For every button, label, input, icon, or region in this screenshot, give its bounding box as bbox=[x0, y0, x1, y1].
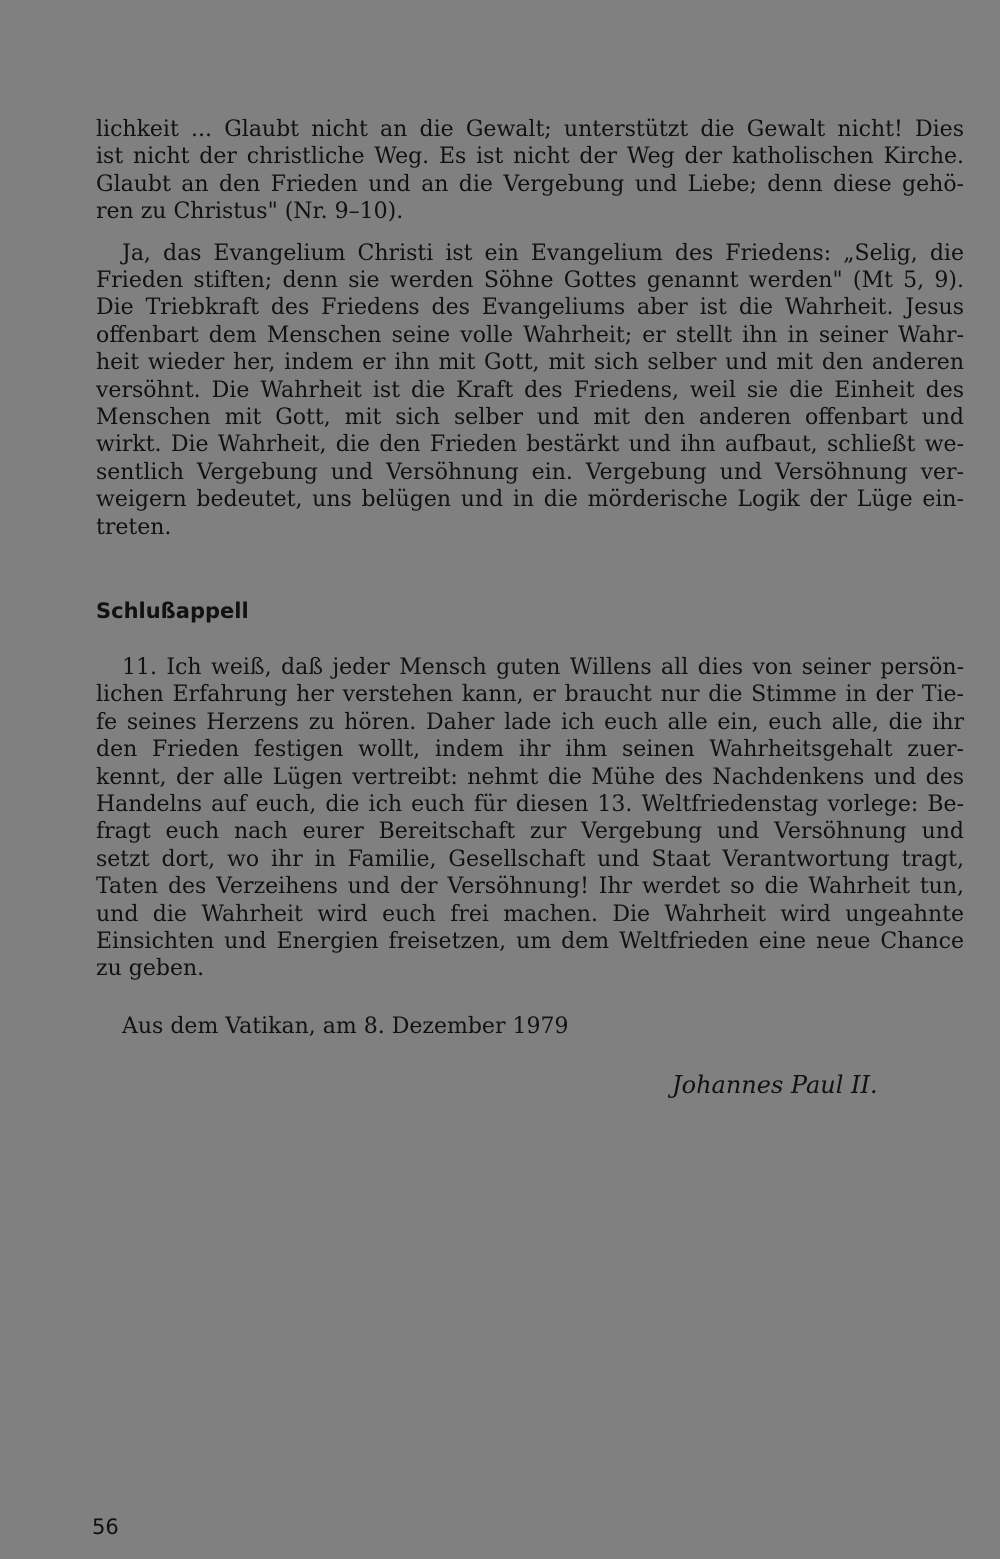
text-line: zu geben. bbox=[96, 956, 205, 982]
text-line: Glaubt an den Frieden und an die Vergebung und Liebe; denn diese gehö- bbox=[96, 171, 964, 197]
text-line: ren zu Christus" (Nr. 9–10). bbox=[96, 199, 404, 225]
page-body bbox=[96, 116, 964, 1099]
text-line: weigern bedeutet, uns belügen und in die mörderische Logik der Lüge ein- bbox=[96, 487, 964, 513]
section-heading: Schlußappell bbox=[96, 599, 249, 623]
text-line: und die Wahrheit wird euch frei machen. Die Wahrheit wird ungeahnte bbox=[96, 901, 964, 927]
text-line: setzt dort, wo ihr in Familie, Gesellschaft und Staat Verantwortung tragt, bbox=[96, 846, 964, 872]
page-number: 56 bbox=[92, 1515, 119, 1539]
text-line: treten. bbox=[96, 514, 172, 540]
text-line: Handelns auf euch, die ich euch für diesen 13. Weltfriedenstag vorlege: Be- bbox=[96, 792, 964, 818]
text-line: Frieden stiften; denn sie werden Söhne Gottes genannt werden" (Mt 5, 9). bbox=[96, 268, 964, 294]
text-line: Einsichten und Energien freisetzen, um dem Weltfrieden eine neue Chance bbox=[96, 929, 964, 955]
text-line: den Frieden festigen wollt, indem ihr ihm seinen Wahrheitsgehalt zuer- bbox=[96, 737, 964, 763]
dateline: Aus dem Vatikan, am 8. Dezember 1979 bbox=[122, 1014, 569, 1039]
text-line: Taten des Verzeihens und der Versöhnung! Ihr werdet so die Wahrheit tun, bbox=[96, 874, 964, 900]
text-line: heit wieder her, indem er ihn mit Gott, mit sich selber und mit den anderen bbox=[96, 350, 964, 376]
text-line: Ja, das Evangelium Christi ist ein Evangelium des Friedens: „Selig, die bbox=[122, 240, 964, 266]
paragraph-1 bbox=[96, 116, 964, 226]
text-line: Die Triebkraft des Friedens des Evangeliums aber ist die Wahrheit. Jesus bbox=[96, 295, 964, 321]
text-line: ist nicht der christliche Weg. Es ist nicht der Weg der katholischen Kirche. bbox=[96, 144, 964, 170]
text-line: fe seines Herzens zu hören. Daher lade ich euch alle ein, euch alle, die ihr bbox=[96, 709, 964, 735]
text-line: lichen Erfahrung her verstehen kann, er braucht nur die Stimme in der Tie- bbox=[96, 682, 964, 708]
text-line: wirkt. Die Wahrheit, die den Frieden bestärkt und ihn aufbaut, schließt we- bbox=[96, 432, 964, 458]
text-line: sentlich Vergebung und Versöhnung ein. Vergebung und Versöhnung ver- bbox=[96, 459, 964, 485]
signature: Johannes Paul II. bbox=[672, 1071, 878, 1099]
paragraph-3 bbox=[96, 654, 964, 983]
text-line: Menschen mit Gott, mit sich selber und mit den anderen offenbart und bbox=[96, 405, 964, 431]
text-line: lichkeit ... Glaubt nicht an die Gewalt; unterstützt die Gewalt nicht! Dies bbox=[96, 117, 964, 142]
text-line: kennt, der alle Lügen vertreibt: nehmt die Mühe des Nachdenkens und des bbox=[96, 764, 964, 790]
text-line: fragt euch nach eurer Bereitschaft zur Vergebung und Versöhnung und bbox=[96, 819, 964, 845]
paragraph-2 bbox=[96, 240, 964, 541]
text-line: 11. Ich weiß, daß jeder Mensch guten Willens all dies von seiner persön- bbox=[122, 655, 964, 680]
text-line: offenbart dem Menschen seine volle Wahrheit; er stellt ihn in seiner Wahr- bbox=[96, 322, 964, 348]
text-line: versöhnt. Die Wahrheit ist die Kraft des Friedens, weil sie die Einheit des bbox=[96, 377, 964, 403]
